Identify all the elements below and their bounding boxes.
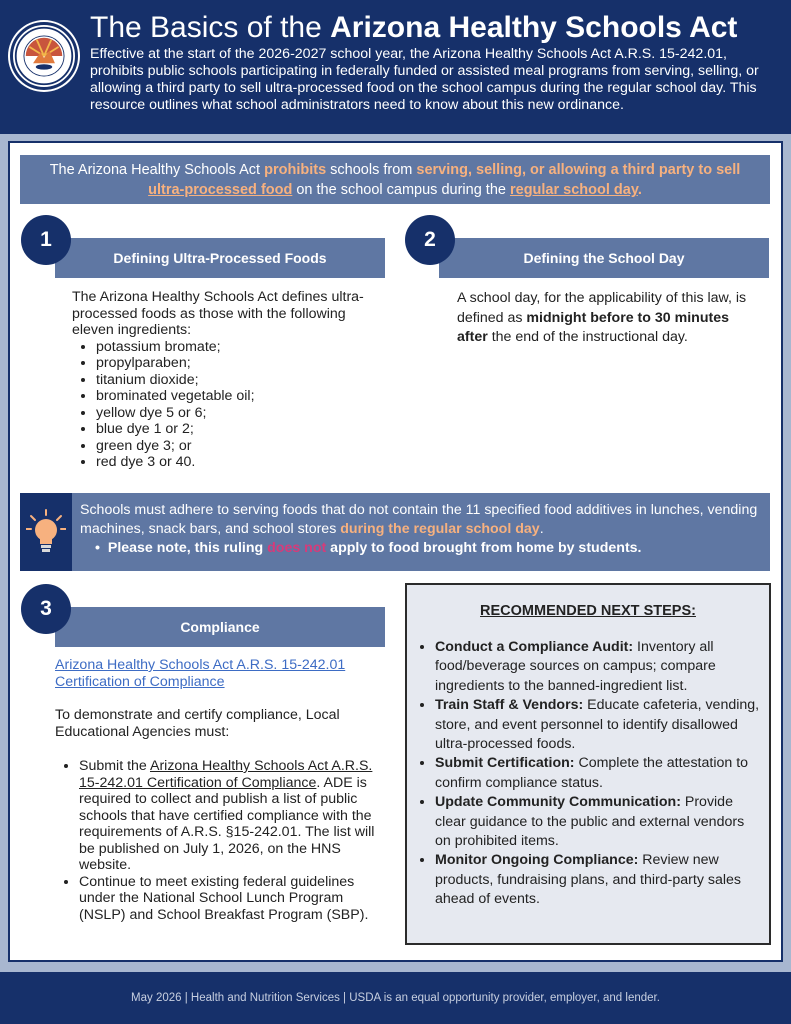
- ade-logo: [10, 22, 78, 90]
- certification-link[interactable]: Arizona Healthy Schools Act A.R.S. 15-242.01 Certification of Compliance: [55, 657, 346, 690]
- section-3-heading: Compliance: [55, 607, 385, 647]
- list-item: • Submit the Arizona Healthy Schools Act A.R.S. 15-242.01 Certification of Compliance. ADE is required to collect and publish a list of public schools that have certified compliance with the requirements of A.R.S. §15-242.01. The list will be published on July 1, 2026, on the HNS website.: [79, 758, 385, 874]
- list-item: • yellow dye 5 or 6;: [96, 405, 372, 422]
- notice-box: [72, 493, 770, 571]
- list-item: • Continue to meet existing federal guidelines under the National School Lunch Program (NSLP) and School Breakfast Program (SBP).: [79, 874, 385, 924]
- intro-paragraph: Effective at the start of the 2026-2027 school year, the Arizona Healthy Schools Act A.R.S. 15-242.01, prohibits public schools participating in federally funded or assisted meal programs from serving, selling, or allowing a third party to sell ultra-processed food on the school campus during the regular school day. This resource outlines what school administrators need to know about this new ordinance.: [90, 46, 759, 113]
- section-3-number: 3: [21, 584, 71, 634]
- section-3-body: [55, 657, 385, 923]
- section-1-number: 1: [21, 215, 71, 265]
- certification-inline-link[interactable]: Arizona Healthy Schools Act A.R.S. 15-242.01 Certification of Compliance: [79, 758, 373, 791]
- list-item: • potassium bromate;: [96, 339, 372, 356]
- section-1-intro: The Arizona Healthy Schools Act defines ultra-processed foods as those with the following eleven ingredients:: [72, 289, 364, 338]
- next-steps-box: [405, 583, 771, 945]
- list-item: • Conduct a Compliance Audit: Inventory all food/beverage sources on campus; compare ingredients to the banned-ingredient list.: [435, 638, 763, 696]
- page-title: The Basics of the Arizona Healthy Schools Act: [90, 11, 738, 44]
- lightbulb-icon: [26, 509, 66, 555]
- list-item: • Monitor Ongoing Compliance: Review new products, fundraising plans, and third-party sales ahead of events.: [435, 851, 763, 909]
- section-2-number: 2: [405, 215, 455, 265]
- list-item: • red dye 3 or 40.: [96, 454, 372, 471]
- list-item: • Update Community Communication: Provide clear guidance to the public and external vendors on prohibited items.: [435, 793, 763, 851]
- page-footer: May 2026 | Health and Nutrition Services | USDA is an equal opportunity provider, employer, and lender.: [0, 972, 791, 1024]
- list-item: • titanium dioxide;: [96, 372, 372, 389]
- notice-bullet: • Please note, this ruling does not apply to food brought from home by students.: [95, 540, 642, 556]
- compliance-list: [79, 758, 385, 923]
- section-1-heading: Defining Ultra-Processed Foods: [55, 238, 385, 278]
- next-steps-title: RECOMMENDED NEXT STEPS:: [480, 603, 696, 619]
- notice-text: Schools must adhere to serving foods that do not contain the 11 specified food additives in lunches, vending machines, snack bars, and school stores during the regular school day.: [80, 502, 758, 537]
- section-1-body: [72, 289, 372, 471]
- section-2-body: A school day, for the applicability of this law, is defined as midnight before to 30 minutes after the end of the instructional day.: [457, 290, 747, 345]
- section-2-heading: Defining the School Day: [439, 238, 769, 278]
- page-header: [0, 0, 791, 134]
- list-item: • propylparaben;: [96, 355, 372, 372]
- ingredient-list: [96, 339, 372, 471]
- list-item: • blue dye 1 or 2;: [96, 421, 372, 438]
- list-item: • Submit Certification: Complete the attestation to confirm compliance status.: [435, 754, 763, 793]
- summary-banner: The Arizona Healthy Schools Act prohibits schools from serving, selling, or allowing a third party to sell ultra-processed food on the school campus during the regular school day.: [20, 155, 770, 204]
- list-item: • brominated vegetable oil;: [96, 388, 372, 405]
- lightbulb-panel: [20, 493, 72, 571]
- list-item: • green dye 3; or: [96, 438, 372, 455]
- list-item: • Train Staff & Vendors: Educate cafeteria, vending, store, and event personnel to identify disallowed ultra-processed foods.: [435, 696, 763, 754]
- section-3-intro: To demonstrate and certify compliance, Local Educational Agencies must:: [55, 707, 340, 740]
- next-steps-list: [435, 638, 763, 910]
